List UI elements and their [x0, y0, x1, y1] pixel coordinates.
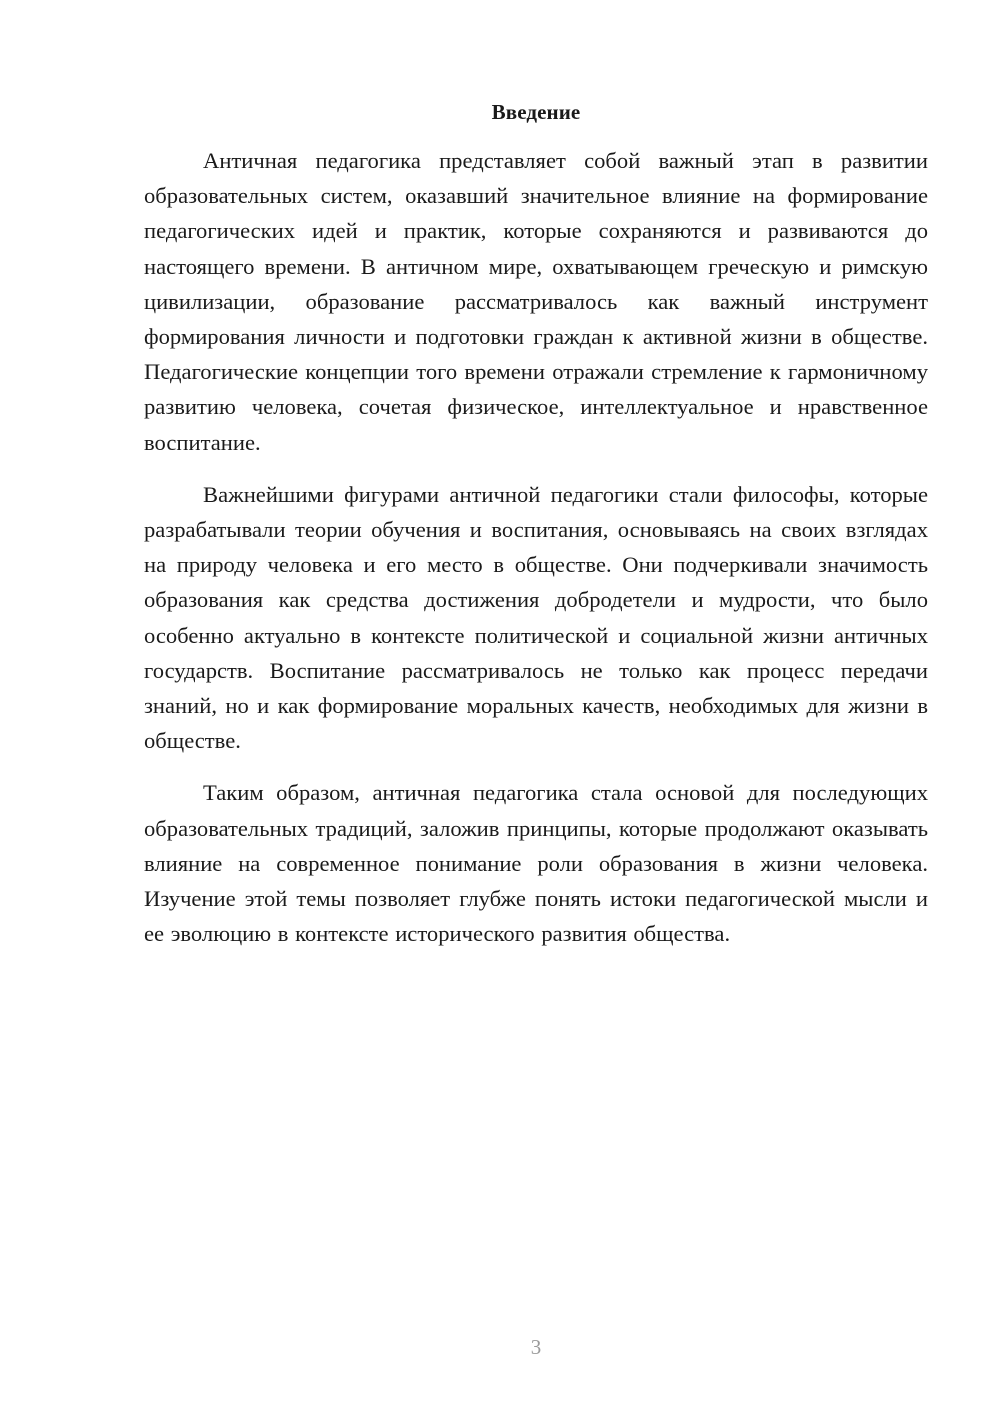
- body-text: [144, 143, 928, 968]
- page-number: 3: [530, 1335, 542, 1359]
- section-heading: Введение: [491, 100, 581, 124]
- paragraph: Таким образом, античная педагогика стала основой для последующих образовательных традиций, заложив принципы, которые продолжают оказывать влияние на современное понимание роли образования в жизни человека. Изучение этой темы позволяет глубже понять истоки педагогической мысли и ее эволюцию в контексте исторического развития общества.: [144, 780, 928, 947]
- paragraph: Важнейшими фигурами античной педагогики стали философы, которые разрабатывали теории обучения и воспитания, основываясь на своих взглядах на природу человека и его место в обществе. Они подчеркивали значимость образования как средства достижения добродетели и мудрости, что было особенно актуально в контексте политической и социальной жизни античных государств. Воспитание рассматривалось не только как процесс передачи знаний, но и как формирование моральных качеств, необходимых для жизни в обществе.: [144, 481, 928, 754]
- paragraph: Античная педагогика представляет собой важный этап в развитии образовательных систем, оказавший значительное влияние на формирование педагогических идей и практик, которые сохраняются и развиваются до настоящего времени. В античном мире, охватывающем греческую и римскую цивилизации, образование рассматривалось как важный инструмент формирования личности и подготовки граждан к активной жизни в обществе. Педагогические концепции того времени отражали стремление к гармоничному развитию человека, сочетая физическое, интеллектуальное и нравственное воспитание.: [144, 148, 928, 455]
